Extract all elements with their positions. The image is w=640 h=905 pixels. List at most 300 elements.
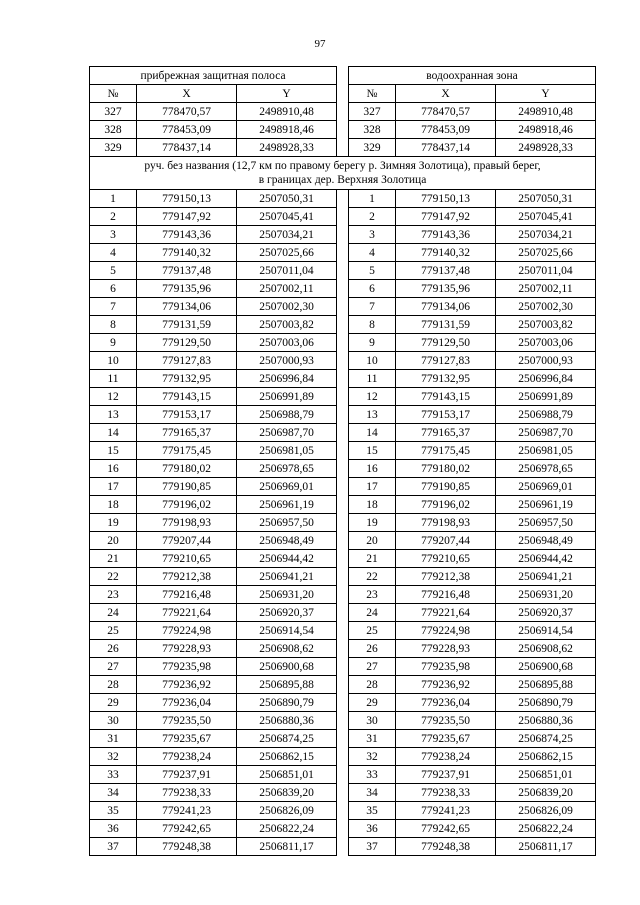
left-x-coordinate: 779132,95 bbox=[137, 370, 237, 388]
right-x-coordinate: 779165,37 bbox=[396, 424, 496, 442]
right-number-header: № bbox=[349, 85, 396, 103]
right-x-coordinate: 779190,85 bbox=[396, 478, 496, 496]
right-x-coordinate: 779248,38 bbox=[396, 838, 496, 856]
left-x-coordinate: 779235,67 bbox=[137, 730, 237, 748]
table-row bbox=[90, 586, 596, 604]
left-y-coordinate: 2507050,31 bbox=[237, 190, 337, 208]
right-point-number: 34 bbox=[349, 784, 396, 802]
right-x-coordinate: 779235,98 bbox=[396, 658, 496, 676]
right-y-coordinate: 2506978,65 bbox=[496, 460, 596, 478]
table-row bbox=[90, 244, 596, 262]
column-gap bbox=[337, 244, 349, 262]
left-x-coordinate: 779140,32 bbox=[137, 244, 237, 262]
column-gap bbox=[337, 190, 349, 208]
right-x-coordinate: 779216,48 bbox=[396, 586, 496, 604]
right-point-number: 17 bbox=[349, 478, 396, 496]
column-gap bbox=[337, 514, 349, 532]
right-x-coordinate: 779150,13 bbox=[396, 190, 496, 208]
left-y-coordinate: 2498918,46 bbox=[237, 121, 337, 139]
right-point-number: 3 bbox=[349, 226, 396, 244]
table-row bbox=[90, 640, 596, 658]
right-y-coordinate: 2506931,20 bbox=[496, 586, 596, 604]
right-x-coordinate: 779228,93 bbox=[396, 640, 496, 658]
column-gap bbox=[337, 802, 349, 820]
column-header-row bbox=[90, 85, 596, 103]
right-y-coordinate: 2506996,84 bbox=[496, 370, 596, 388]
table-row bbox=[90, 139, 596, 157]
left-y-coordinate: 2506874,25 bbox=[237, 730, 337, 748]
left-y-coordinate: 2506969,01 bbox=[237, 478, 337, 496]
left-y-coordinate: 2506839,20 bbox=[237, 784, 337, 802]
page-number: 97 bbox=[314, 38, 326, 50]
right-point-number: 1 bbox=[349, 190, 396, 208]
right-y-coordinate: 2506862,15 bbox=[496, 748, 596, 766]
right-point-number: 22 bbox=[349, 568, 396, 586]
left-point-number: 21 bbox=[90, 550, 137, 568]
left-x-coordinate: 778470,57 bbox=[137, 103, 237, 121]
left-point-number: 32 bbox=[90, 748, 137, 766]
section-title-row bbox=[90, 157, 596, 190]
left-zone-title: прибрежная защитная полоса bbox=[90, 67, 337, 85]
left-point-number: 28 bbox=[90, 676, 137, 694]
table-row bbox=[90, 838, 596, 856]
left-y-coordinate: 2506822,24 bbox=[237, 820, 337, 838]
left-point-number: 16 bbox=[90, 460, 137, 478]
left-x-coordinate: 779135,96 bbox=[137, 280, 237, 298]
left-y-coordinate: 2506851,01 bbox=[237, 766, 337, 784]
left-point-number: 14 bbox=[90, 424, 137, 442]
section-title-line-1: руч. без названия (12,7 км по правому берегу р. Зимняя Золотица), правый берег, bbox=[144, 160, 541, 172]
left-y-coordinate: 2507000,93 bbox=[237, 352, 337, 370]
right-point-number: 33 bbox=[349, 766, 396, 784]
right-point-number: 15 bbox=[349, 442, 396, 460]
column-gap bbox=[337, 424, 349, 442]
left-y-coordinate: 2507002,30 bbox=[237, 298, 337, 316]
left-y-header: Y bbox=[237, 85, 337, 103]
column-gap bbox=[337, 334, 349, 352]
column-gap bbox=[337, 586, 349, 604]
right-y-coordinate: 2506914,54 bbox=[496, 622, 596, 640]
left-point-number: 6 bbox=[90, 280, 137, 298]
right-x-coordinate: 779137,48 bbox=[396, 262, 496, 280]
column-gap bbox=[337, 121, 349, 139]
right-y-coordinate: 2506874,25 bbox=[496, 730, 596, 748]
right-y-coordinate: 2506957,50 bbox=[496, 514, 596, 532]
column-gap bbox=[337, 694, 349, 712]
right-x-coordinate: 779242,65 bbox=[396, 820, 496, 838]
left-point-number: 37 bbox=[90, 838, 137, 856]
right-x-coordinate: 779134,06 bbox=[396, 298, 496, 316]
column-gap bbox=[337, 352, 349, 370]
right-y-coordinate: 2507002,30 bbox=[496, 298, 596, 316]
table-row bbox=[90, 532, 596, 550]
column-gap bbox=[337, 730, 349, 748]
left-y-coordinate: 2506987,70 bbox=[237, 424, 337, 442]
zone-header-row bbox=[90, 67, 596, 85]
right-x-coordinate: 779135,96 bbox=[396, 280, 496, 298]
column-gap bbox=[337, 388, 349, 406]
left-y-coordinate: 2506941,21 bbox=[237, 568, 337, 586]
right-x-coordinate: 779129,50 bbox=[396, 334, 496, 352]
right-x-coordinate: 779236,04 bbox=[396, 694, 496, 712]
column-gap bbox=[337, 85, 349, 103]
left-point-number: 3 bbox=[90, 226, 137, 244]
left-point-number: 329 bbox=[90, 139, 137, 157]
right-y-coordinate: 2506969,01 bbox=[496, 478, 596, 496]
right-point-number: 32 bbox=[349, 748, 396, 766]
right-x-coordinate: 779237,91 bbox=[396, 766, 496, 784]
right-point-number: 26 bbox=[349, 640, 396, 658]
right-point-number: 27 bbox=[349, 658, 396, 676]
table-row bbox=[90, 622, 596, 640]
right-x-coordinate: 779132,95 bbox=[396, 370, 496, 388]
right-point-number: 16 bbox=[349, 460, 396, 478]
right-y-coordinate: 2498910,48 bbox=[496, 103, 596, 121]
left-point-number: 22 bbox=[90, 568, 137, 586]
right-point-number: 36 bbox=[349, 820, 396, 838]
section-title bbox=[90, 157, 596, 190]
column-gap bbox=[337, 604, 349, 622]
right-x-coordinate: 779196,02 bbox=[396, 496, 496, 514]
right-y-coordinate: 2507025,66 bbox=[496, 244, 596, 262]
left-point-number: 23 bbox=[90, 586, 137, 604]
column-gap bbox=[337, 262, 349, 280]
right-point-number: 328 bbox=[349, 121, 396, 139]
left-point-number: 35 bbox=[90, 802, 137, 820]
section-title-line-2: в границах дер. Верхняя Золотица bbox=[258, 174, 427, 186]
left-y-coordinate: 2507045,41 bbox=[237, 208, 337, 226]
table-row bbox=[90, 298, 596, 316]
right-y-coordinate: 2506908,62 bbox=[496, 640, 596, 658]
table-row bbox=[90, 262, 596, 280]
left-point-number: 18 bbox=[90, 496, 137, 514]
right-point-number: 5 bbox=[349, 262, 396, 280]
left-x-coordinate: 779216,48 bbox=[137, 586, 237, 604]
left-x-coordinate: 779175,45 bbox=[137, 442, 237, 460]
right-x-coordinate: 778453,09 bbox=[396, 121, 496, 139]
right-y-coordinate: 2507000,93 bbox=[496, 352, 596, 370]
left-x-coordinate: 778437,14 bbox=[137, 139, 237, 157]
column-gap bbox=[337, 406, 349, 424]
column-gap bbox=[337, 496, 349, 514]
left-point-number: 31 bbox=[90, 730, 137, 748]
right-x-coordinate: 779198,93 bbox=[396, 514, 496, 532]
table-row bbox=[90, 190, 596, 208]
left-y-coordinate: 2507003,82 bbox=[237, 316, 337, 334]
left-x-coordinate: 779143,36 bbox=[137, 226, 237, 244]
left-y-coordinate: 2506978,65 bbox=[237, 460, 337, 478]
column-gap bbox=[337, 442, 349, 460]
right-y-coordinate: 2507003,06 bbox=[496, 334, 596, 352]
right-x-coordinate: 779238,24 bbox=[396, 748, 496, 766]
left-y-coordinate: 2506981,05 bbox=[237, 442, 337, 460]
left-point-number: 327 bbox=[90, 103, 137, 121]
left-x-coordinate: 779212,38 bbox=[137, 568, 237, 586]
right-y-coordinate: 2507034,21 bbox=[496, 226, 596, 244]
right-point-number: 11 bbox=[349, 370, 396, 388]
right-point-number: 37 bbox=[349, 838, 396, 856]
left-x-coordinate: 779241,23 bbox=[137, 802, 237, 820]
right-y-coordinate: 2506944,42 bbox=[496, 550, 596, 568]
left-y-coordinate: 2506890,79 bbox=[237, 694, 337, 712]
left-y-coordinate: 2506826,09 bbox=[237, 802, 337, 820]
left-y-coordinate: 2506991,89 bbox=[237, 388, 337, 406]
left-y-coordinate: 2507003,06 bbox=[237, 334, 337, 352]
left-y-coordinate: 2506811,17 bbox=[237, 838, 337, 856]
left-x-coordinate: 779180,02 bbox=[137, 460, 237, 478]
right-y-coordinate: 2506890,79 bbox=[496, 694, 596, 712]
right-y-coordinate: 2506981,05 bbox=[496, 442, 596, 460]
column-gap bbox=[337, 766, 349, 784]
column-gap bbox=[337, 676, 349, 694]
left-x-coordinate: 779235,98 bbox=[137, 658, 237, 676]
table-row bbox=[90, 121, 596, 139]
table-row bbox=[90, 748, 596, 766]
left-y-coordinate: 2507011,04 bbox=[237, 262, 337, 280]
left-x-coordinate: 779131,59 bbox=[137, 316, 237, 334]
table-row bbox=[90, 658, 596, 676]
left-y-coordinate: 2506996,84 bbox=[237, 370, 337, 388]
right-y-coordinate: 2506988,79 bbox=[496, 406, 596, 424]
left-point-number: 4 bbox=[90, 244, 137, 262]
right-y-coordinate: 2498928,33 bbox=[496, 139, 596, 157]
left-x-coordinate: 779221,64 bbox=[137, 604, 237, 622]
column-gap bbox=[337, 784, 349, 802]
left-point-number: 36 bbox=[90, 820, 137, 838]
table-row bbox=[90, 280, 596, 298]
left-y-coordinate: 2506862,15 bbox=[237, 748, 337, 766]
left-point-number: 15 bbox=[90, 442, 137, 460]
left-point-number: 29 bbox=[90, 694, 137, 712]
right-point-number: 30 bbox=[349, 712, 396, 730]
left-y-coordinate: 2498910,48 bbox=[237, 103, 337, 121]
right-point-number: 4 bbox=[349, 244, 396, 262]
right-y-coordinate: 2506948,49 bbox=[496, 532, 596, 550]
left-x-coordinate: 779238,24 bbox=[137, 748, 237, 766]
table-row bbox=[90, 103, 596, 121]
column-gap bbox=[337, 838, 349, 856]
column-gap bbox=[337, 370, 349, 388]
left-y-coordinate: 2506900,68 bbox=[237, 658, 337, 676]
right-y-coordinate: 2506900,68 bbox=[496, 658, 596, 676]
left-point-number: 10 bbox=[90, 352, 137, 370]
table-row bbox=[90, 442, 596, 460]
right-x-coordinate: 779241,23 bbox=[396, 802, 496, 820]
column-gap bbox=[337, 226, 349, 244]
right-x-coordinate: 779143,15 bbox=[396, 388, 496, 406]
left-point-number: 30 bbox=[90, 712, 137, 730]
right-x-coordinate: 779235,50 bbox=[396, 712, 496, 730]
right-point-number: 10 bbox=[349, 352, 396, 370]
left-x-coordinate: 779129,50 bbox=[137, 334, 237, 352]
right-x-coordinate: 779153,17 bbox=[396, 406, 496, 424]
left-x-coordinate: 779242,65 bbox=[137, 820, 237, 838]
left-x-coordinate: 779207,44 bbox=[137, 532, 237, 550]
right-y-coordinate: 2506880,36 bbox=[496, 712, 596, 730]
left-x-coordinate: 779150,13 bbox=[137, 190, 237, 208]
left-y-coordinate: 2506908,62 bbox=[237, 640, 337, 658]
table-row bbox=[90, 712, 596, 730]
left-y-coordinate: 2506961,19 bbox=[237, 496, 337, 514]
left-point-number: 25 bbox=[90, 622, 137, 640]
right-y-coordinate: 2506895,88 bbox=[496, 676, 596, 694]
right-x-coordinate: 779147,92 bbox=[396, 208, 496, 226]
right-y-coordinate: 2506920,37 bbox=[496, 604, 596, 622]
left-x-coordinate: 779165,37 bbox=[137, 424, 237, 442]
left-point-number: 328 bbox=[90, 121, 137, 139]
table-row bbox=[90, 478, 596, 496]
column-gap bbox=[337, 748, 349, 766]
left-point-number: 33 bbox=[90, 766, 137, 784]
table-row bbox=[90, 514, 596, 532]
right-x-coordinate: 779127,83 bbox=[396, 352, 496, 370]
left-x-header: X bbox=[137, 85, 237, 103]
right-point-number: 7 bbox=[349, 298, 396, 316]
right-point-number: 8 bbox=[349, 316, 396, 334]
column-gap bbox=[337, 640, 349, 658]
column-gap bbox=[337, 712, 349, 730]
left-x-coordinate: 779147,92 bbox=[137, 208, 237, 226]
right-y-coordinate: 2506987,70 bbox=[496, 424, 596, 442]
left-y-coordinate: 2507034,21 bbox=[237, 226, 337, 244]
table-row bbox=[90, 406, 596, 424]
right-y-coordinate: 2506839,20 bbox=[496, 784, 596, 802]
right-point-number: 327 bbox=[349, 103, 396, 121]
left-x-coordinate: 779198,93 bbox=[137, 514, 237, 532]
left-x-coordinate: 779196,02 bbox=[137, 496, 237, 514]
left-y-coordinate: 2506988,79 bbox=[237, 406, 337, 424]
left-y-coordinate: 2507025,66 bbox=[237, 244, 337, 262]
right-point-number: 9 bbox=[349, 334, 396, 352]
table-row bbox=[90, 676, 596, 694]
left-x-coordinate: 779127,83 bbox=[137, 352, 237, 370]
table-row bbox=[90, 730, 596, 748]
column-gap bbox=[337, 298, 349, 316]
column-gap bbox=[337, 820, 349, 838]
left-point-number: 19 bbox=[90, 514, 137, 532]
right-y-coordinate: 2506811,17 bbox=[496, 838, 596, 856]
table-row bbox=[90, 460, 596, 478]
table-row bbox=[90, 226, 596, 244]
left-x-coordinate: 779224,98 bbox=[137, 622, 237, 640]
right-point-number: 329 bbox=[349, 139, 396, 157]
left-y-coordinate: 2506931,20 bbox=[237, 586, 337, 604]
right-point-number: 20 bbox=[349, 532, 396, 550]
right-y-coordinate: 2506851,01 bbox=[496, 766, 596, 784]
table-row bbox=[90, 820, 596, 838]
right-x-coordinate: 779235,67 bbox=[396, 730, 496, 748]
left-y-coordinate: 2506920,37 bbox=[237, 604, 337, 622]
right-x-coordinate: 779238,33 bbox=[396, 784, 496, 802]
right-point-number: 13 bbox=[349, 406, 396, 424]
right-x-coordinate: 778470,57 bbox=[396, 103, 496, 121]
left-point-number: 9 bbox=[90, 334, 137, 352]
column-gap bbox=[337, 316, 349, 334]
left-x-coordinate: 779236,92 bbox=[137, 676, 237, 694]
table-row bbox=[90, 208, 596, 226]
right-point-number: 25 bbox=[349, 622, 396, 640]
right-x-coordinate: 779210,65 bbox=[396, 550, 496, 568]
right-x-coordinate: 779180,02 bbox=[396, 460, 496, 478]
left-x-coordinate: 778453,09 bbox=[137, 121, 237, 139]
left-point-number: 7 bbox=[90, 298, 137, 316]
right-x-coordinate: 779221,64 bbox=[396, 604, 496, 622]
column-gap bbox=[337, 532, 349, 550]
table-row bbox=[90, 568, 596, 586]
left-x-coordinate: 779143,15 bbox=[137, 388, 237, 406]
right-point-number: 19 bbox=[349, 514, 396, 532]
table-row bbox=[90, 694, 596, 712]
right-x-coordinate: 779224,98 bbox=[396, 622, 496, 640]
left-x-coordinate: 779210,65 bbox=[137, 550, 237, 568]
right-y-coordinate: 2507002,11 bbox=[496, 280, 596, 298]
right-point-number: 24 bbox=[349, 604, 396, 622]
left-point-number: 27 bbox=[90, 658, 137, 676]
right-x-coordinate: 779131,59 bbox=[396, 316, 496, 334]
table-row bbox=[90, 496, 596, 514]
column-gap bbox=[337, 478, 349, 496]
left-x-coordinate: 779235,50 bbox=[137, 712, 237, 730]
left-point-number: 24 bbox=[90, 604, 137, 622]
left-point-number: 5 bbox=[90, 262, 137, 280]
right-point-number: 14 bbox=[349, 424, 396, 442]
table-row bbox=[90, 784, 596, 802]
left-point-number: 11 bbox=[90, 370, 137, 388]
column-gap bbox=[337, 280, 349, 298]
table-row bbox=[90, 550, 596, 568]
left-y-coordinate: 2506880,36 bbox=[237, 712, 337, 730]
column-gap bbox=[337, 658, 349, 676]
left-x-coordinate: 779228,93 bbox=[137, 640, 237, 658]
left-x-coordinate: 779236,04 bbox=[137, 694, 237, 712]
left-y-coordinate: 2506914,54 bbox=[237, 622, 337, 640]
right-x-coordinate: 778437,14 bbox=[396, 139, 496, 157]
right-point-number: 18 bbox=[349, 496, 396, 514]
left-y-coordinate: 2506944,42 bbox=[237, 550, 337, 568]
right-y-coordinate: 2506961,19 bbox=[496, 496, 596, 514]
right-x-coordinate: 779212,38 bbox=[396, 568, 496, 586]
column-gap bbox=[337, 568, 349, 586]
table-row bbox=[90, 316, 596, 334]
left-x-coordinate: 779248,38 bbox=[137, 838, 237, 856]
right-point-number: 12 bbox=[349, 388, 396, 406]
left-point-number: 2 bbox=[90, 208, 137, 226]
coordinates-table bbox=[89, 66, 596, 856]
left-point-number: 12 bbox=[90, 388, 137, 406]
column-gap bbox=[337, 67, 349, 85]
right-y-coordinate: 2506822,24 bbox=[496, 820, 596, 838]
right-y-coordinate: 2507003,82 bbox=[496, 316, 596, 334]
right-x-coordinate: 779236,92 bbox=[396, 676, 496, 694]
column-gap bbox=[337, 139, 349, 157]
left-y-coordinate: 2506948,49 bbox=[237, 532, 337, 550]
right-x-coordinate: 779175,45 bbox=[396, 442, 496, 460]
column-gap bbox=[337, 460, 349, 478]
left-point-number: 8 bbox=[90, 316, 137, 334]
right-x-coordinate: 779143,36 bbox=[396, 226, 496, 244]
table-row bbox=[90, 388, 596, 406]
right-x-coordinate: 779140,32 bbox=[396, 244, 496, 262]
left-point-number: 13 bbox=[90, 406, 137, 424]
table-row bbox=[90, 802, 596, 820]
right-x-coordinate: 779207,44 bbox=[396, 532, 496, 550]
column-gap bbox=[337, 550, 349, 568]
column-gap bbox=[337, 622, 349, 640]
table-row bbox=[90, 370, 596, 388]
right-point-number: 21 bbox=[349, 550, 396, 568]
right-y-coordinate: 2498918,46 bbox=[496, 121, 596, 139]
table-row bbox=[90, 424, 596, 442]
